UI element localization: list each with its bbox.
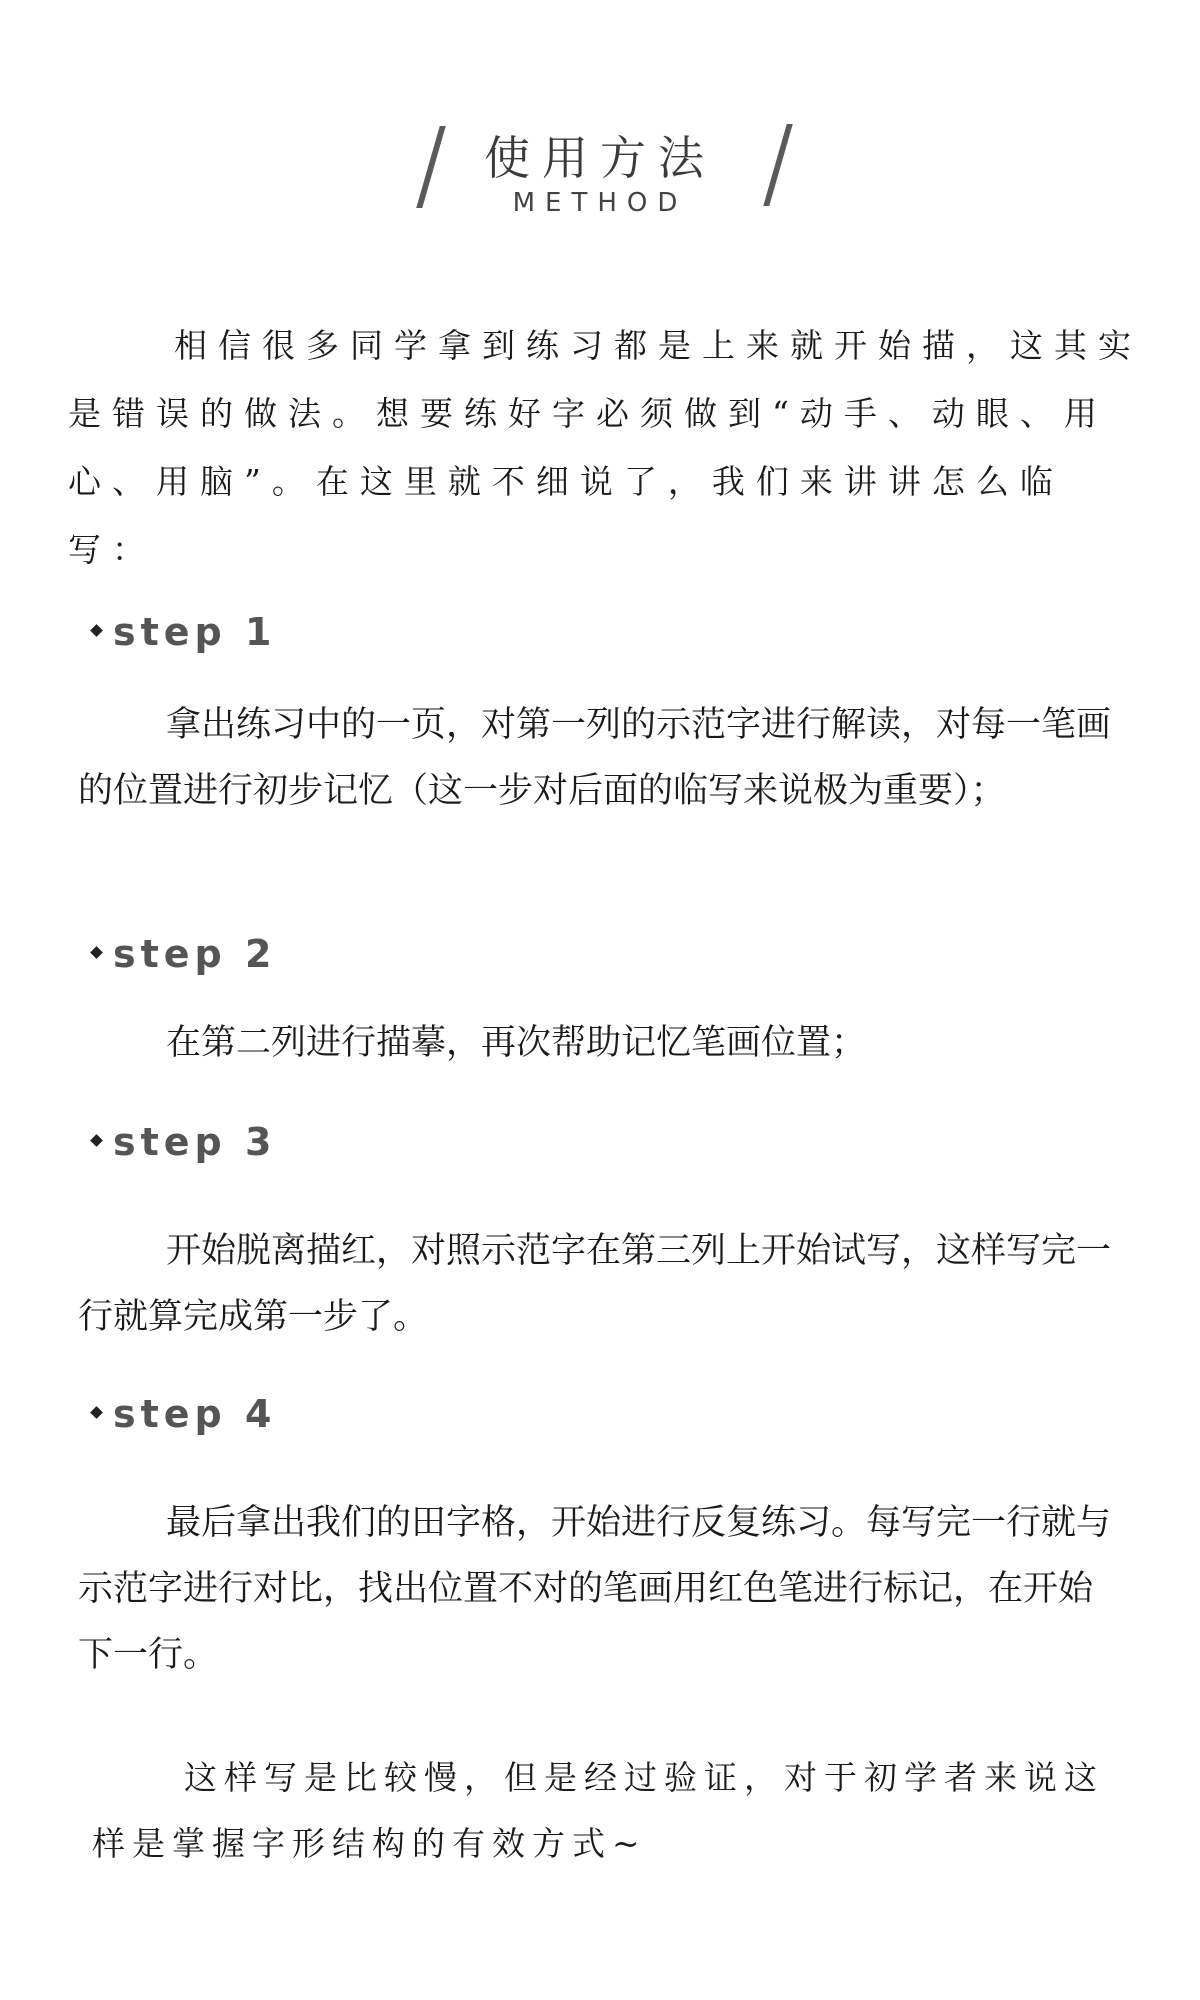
step-3-text: 开始脱离描红，对照示范字在第三列上开始试写，这样写完一行就算完成第一步了。 <box>78 1231 1112 1337</box>
step-1-heading <box>92 610 276 654</box>
step-4-heading <box>92 1392 276 1436</box>
step-3-heading <box>92 1120 276 1164</box>
diamond-bullet-icon <box>90 1134 103 1147</box>
step-4-label: step 4 <box>113 1392 277 1436</box>
step-2-text: 在第二列进行描摹，再次帮助记忆笔画位置； <box>166 1023 867 1063</box>
closing-paragraph: 这样写是比较慢，但是经过验证，对于初学者来说这样是掌握字形结构的有效方式~ <box>92 1758 1104 1863</box>
diamond-bullet-icon <box>90 624 103 637</box>
step-2-heading <box>92 932 276 976</box>
step-4-text: 最后拿出我们的田字格，开始进行反复练习。每写完一行就与示范字进行对比，找出位置不对的笔画用红色笔进行标记，在开始下一行。 <box>78 1503 1112 1675</box>
diamond-bullet-icon <box>90 946 103 959</box>
page-subtitle: METHOD <box>512 188 688 218</box>
section-header <box>0 110 1200 220</box>
intro-paragraph: 相信很多同学拿到练习都是上来就开始描，这其实是错误的做法。想要练好字必须做到“动手、动眼、用心、用脑”。在这里就不细说了，我们来讲讲怎么临写： <box>68 326 1142 569</box>
step-1-text: 拿出练习中的一页，对第一列的示范字进行解读，对每一笔画的位置进行初步记忆（这一步对后面的临写来说极为重要）； <box>78 705 1112 811</box>
diamond-bullet-icon <box>90 1406 103 1419</box>
page-title: 使用方法 <box>484 131 716 185</box>
step-1-label: step 1 <box>113 610 277 654</box>
step-2-label: step 2 <box>113 932 277 976</box>
step-3-label: step 3 <box>113 1120 277 1164</box>
